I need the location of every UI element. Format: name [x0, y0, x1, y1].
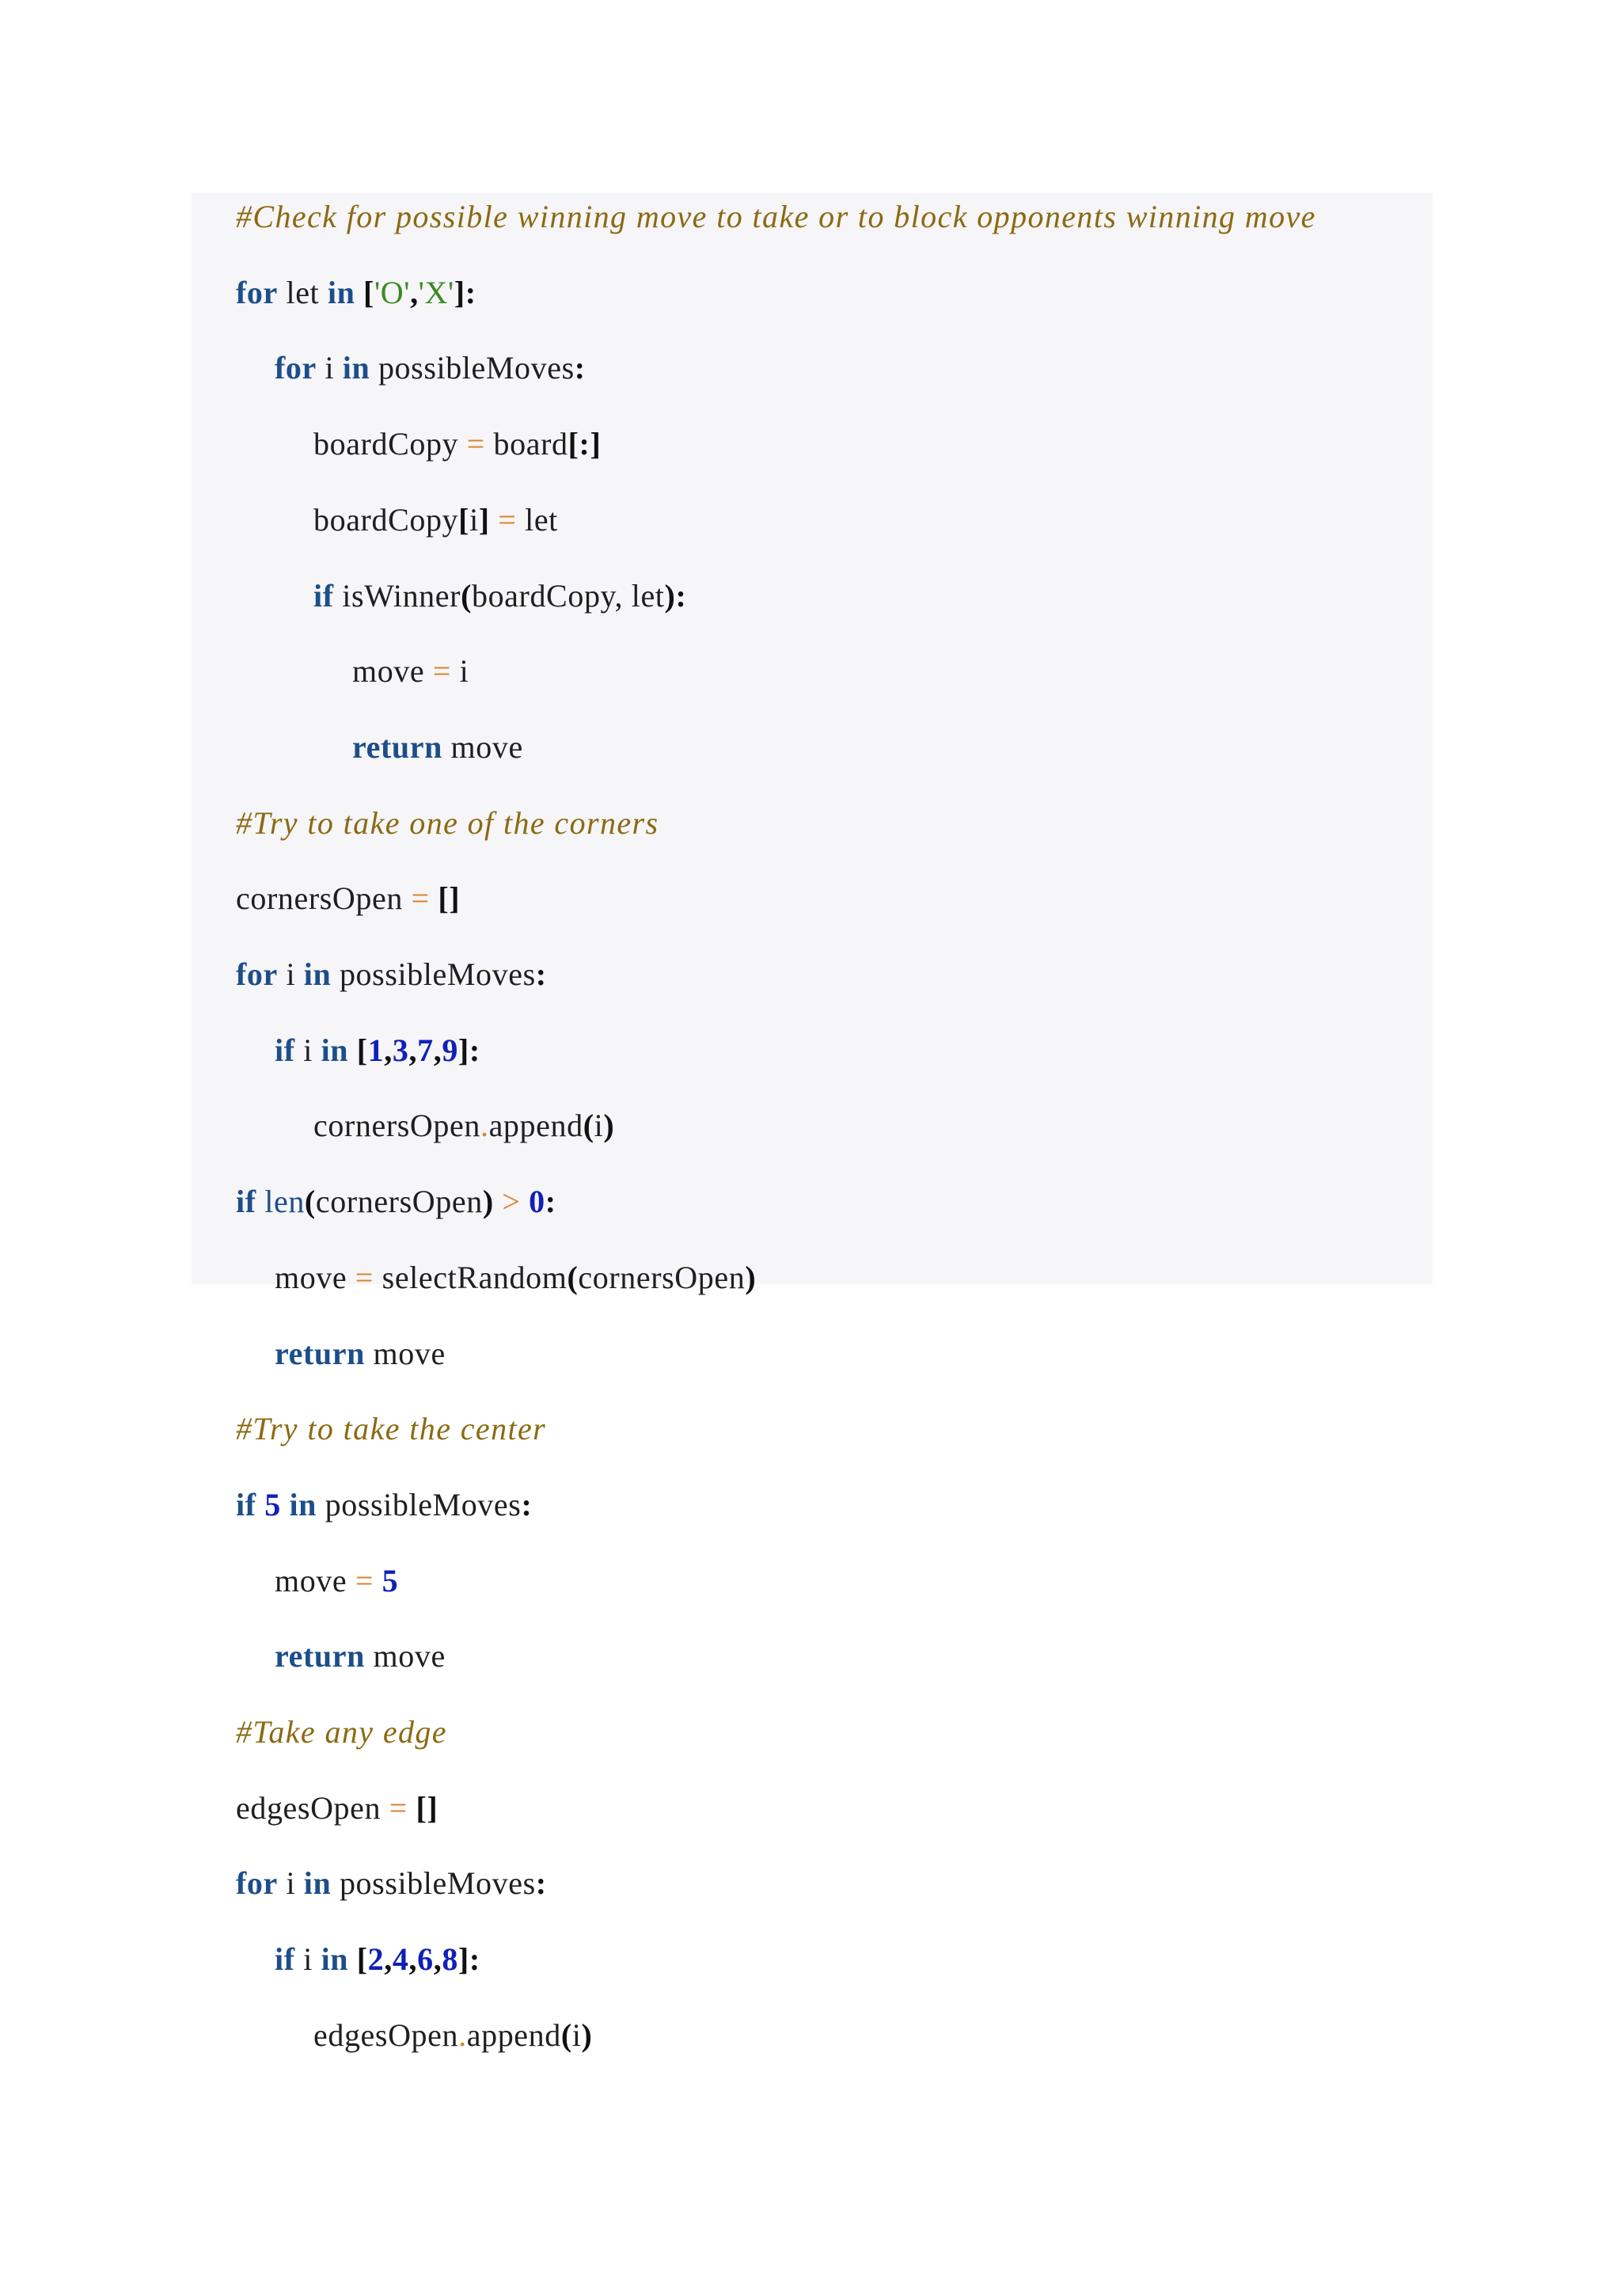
code-token: append [466, 2017, 561, 2053]
code-token: 4 [392, 1941, 409, 1978]
code-token: edgesOpen [313, 2017, 459, 2053]
code-token: possibleMoves [331, 956, 536, 992]
code-line [275, 1936, 480, 1983]
code-token: for [236, 274, 278, 310]
code-token: i [294, 1941, 321, 1978]
code-token: if [236, 1184, 256, 1220]
code-token: 9 [442, 1032, 458, 1068]
code-line [275, 1557, 398, 1605]
code-line [352, 724, 523, 771]
code-line [236, 1785, 438, 1832]
code-token [430, 880, 438, 916]
code-token: [ [458, 501, 470, 538]
code-token: return [352, 728, 442, 765]
code-block [192, 193, 1433, 2053]
code-token: move [364, 1335, 446, 1371]
code-token: in [321, 1032, 349, 1068]
code-token: , [408, 1032, 418, 1068]
code-token: ( [560, 2017, 572, 2053]
code-token: 6 [417, 1941, 434, 1978]
code-token: #Take any edge [236, 1714, 447, 1750]
code-token: edgesOpen [236, 1789, 389, 1826]
code-token: ( [583, 1108, 594, 1144]
code-token: boardCopy [313, 501, 459, 538]
code-line [275, 1027, 480, 1074]
code-token: selectRandom [374, 1259, 568, 1295]
code-line [236, 269, 476, 317]
code-token: 5 [264, 1486, 281, 1522]
code-token: let [277, 274, 328, 310]
code-token: > [502, 1184, 521, 1220]
code-token: ]: [454, 274, 476, 310]
code-token [348, 1941, 357, 1977]
code-token: [ [356, 1032, 368, 1068]
code-token: possibleMoves [370, 350, 575, 386]
code-token: cornersOpen [313, 1108, 480, 1144]
code-token: in [327, 274, 355, 310]
code-token: = [389, 1789, 408, 1826]
code-token: for [236, 956, 278, 992]
code-token: in [289, 1486, 317, 1522]
code-line [313, 420, 601, 468]
code-token: [ [356, 1941, 368, 1978]
code-token: move [364, 1638, 446, 1674]
code-token [521, 1184, 530, 1219]
code-line [275, 1330, 446, 1378]
code-line [236, 1178, 556, 1226]
code-token [256, 1184, 265, 1219]
code-line [236, 1405, 546, 1453]
code-line [236, 800, 659, 847]
code-token: = [498, 501, 517, 538]
code-token: boardCopy [313, 426, 467, 462]
code-token: i [277, 956, 304, 992]
code-token: cornersOpen [315, 1184, 483, 1220]
code-token [256, 1487, 265, 1522]
code-token: append [488, 1108, 583, 1144]
code-token: 'O' [374, 274, 411, 310]
code-token: in [303, 1865, 332, 1902]
code-line [236, 1860, 547, 1907]
code-token: 1 [367, 1032, 385, 1068]
code-token: , [433, 1941, 442, 1978]
code-line [236, 1709, 447, 1756]
code-token: ]: [457, 1032, 480, 1068]
code-token: [:] [568, 426, 602, 462]
code-token: board [484, 426, 568, 462]
code-line [313, 572, 686, 620]
code-token: = [466, 426, 485, 462]
code-token [374, 1563, 382, 1598]
code-token: : [521, 1486, 533, 1522]
code-token: 8 [442, 1941, 458, 1978]
code-line [275, 344, 586, 392]
code-token: i [277, 1865, 304, 1902]
code-token: , [384, 1032, 393, 1068]
code-token: for [236, 1865, 278, 1902]
code-line [313, 2012, 592, 2059]
code-line [236, 951, 547, 998]
code-token: 2 [367, 1941, 385, 1978]
code-token: = [432, 653, 452, 690]
code-token: i [571, 2017, 582, 2053]
code-line [236, 1481, 532, 1529]
code-token: move [442, 728, 523, 765]
code-token: i [316, 350, 343, 386]
code-token [281, 1487, 290, 1522]
code-token: [] [438, 880, 461, 917]
code-token: : [535, 1865, 547, 1902]
code-line [236, 193, 1316, 241]
code-token [490, 502, 499, 538]
code-token: = [355, 1562, 374, 1598]
code-token: if [275, 1941, 295, 1978]
code-token: ) [581, 2017, 593, 2053]
code-token: 7 [417, 1032, 434, 1068]
code-token: 5 [382, 1562, 399, 1598]
code-token: : [545, 1184, 556, 1220]
code-token: cornersOpen [236, 880, 412, 917]
code-token: [ [363, 274, 374, 310]
code-token: #Check for possible winning move to take or to block opponents winning move [236, 199, 1316, 234]
code-token: , [384, 1941, 393, 1978]
code-token: possibleMoves [331, 1865, 536, 1902]
code-token: ) [482, 1184, 494, 1220]
code-token: , [433, 1032, 442, 1068]
code-token: cornersOpen [578, 1259, 746, 1295]
code-token: 'X' [418, 274, 454, 310]
code-token: ]: [457, 1941, 480, 1978]
code-token: move [352, 653, 433, 690]
code-token: [] [416, 1789, 438, 1826]
code-token: boardCopy, let [471, 577, 665, 614]
code-token: if [275, 1032, 295, 1068]
code-token: i [594, 1108, 604, 1144]
code-token: . [458, 2017, 467, 2053]
code-token: in [303, 956, 332, 992]
code-token [494, 1184, 503, 1219]
code-token: i [294, 1032, 321, 1068]
code-token: : [535, 956, 547, 992]
code-token: ] [478, 501, 490, 538]
code-line [275, 1254, 756, 1302]
code-token: , [410, 274, 419, 310]
code-token [355, 275, 363, 310]
code-token: : [574, 350, 586, 386]
code-token: move [275, 1259, 355, 1295]
code-token: move [275, 1562, 355, 1598]
code-token: i [469, 501, 479, 538]
code-token: in [321, 1941, 349, 1978]
code-token: ( [304, 1184, 316, 1220]
code-line [275, 1633, 446, 1680]
code-line [313, 1102, 614, 1150]
code-token: i [451, 653, 469, 690]
code-token: ) [745, 1259, 757, 1295]
code-token: 0 [529, 1184, 545, 1220]
code-token: return [275, 1638, 365, 1674]
code-token: , [408, 1941, 418, 1978]
code-token: let [516, 501, 558, 538]
code-token: ( [461, 577, 472, 614]
code-token: ): [664, 577, 687, 614]
code-token: ) [603, 1108, 615, 1144]
code-token: len [264, 1184, 305, 1220]
code-token: ( [567, 1259, 579, 1295]
code-token: = [355, 1259, 374, 1295]
code-token: 3 [392, 1032, 409, 1068]
code-token [348, 1032, 357, 1068]
code-token: for [275, 350, 317, 386]
code-line [236, 875, 460, 922]
code-token: possibleMoves [317, 1486, 522, 1522]
code-line [352, 648, 469, 695]
code-token: if [236, 1486, 256, 1522]
code-token: #Try to take one of the corners [236, 804, 659, 841]
code-token: #Try to take the center [236, 1411, 547, 1447]
code-token: return [275, 1335, 365, 1371]
code-token: = [411, 880, 430, 917]
code-token: if [313, 577, 334, 614]
code-token [408, 1790, 416, 1826]
code-token: . [480, 1108, 489, 1144]
code-token: in [342, 350, 370, 386]
code-token: isWinner [333, 577, 461, 614]
code-line [313, 496, 558, 544]
